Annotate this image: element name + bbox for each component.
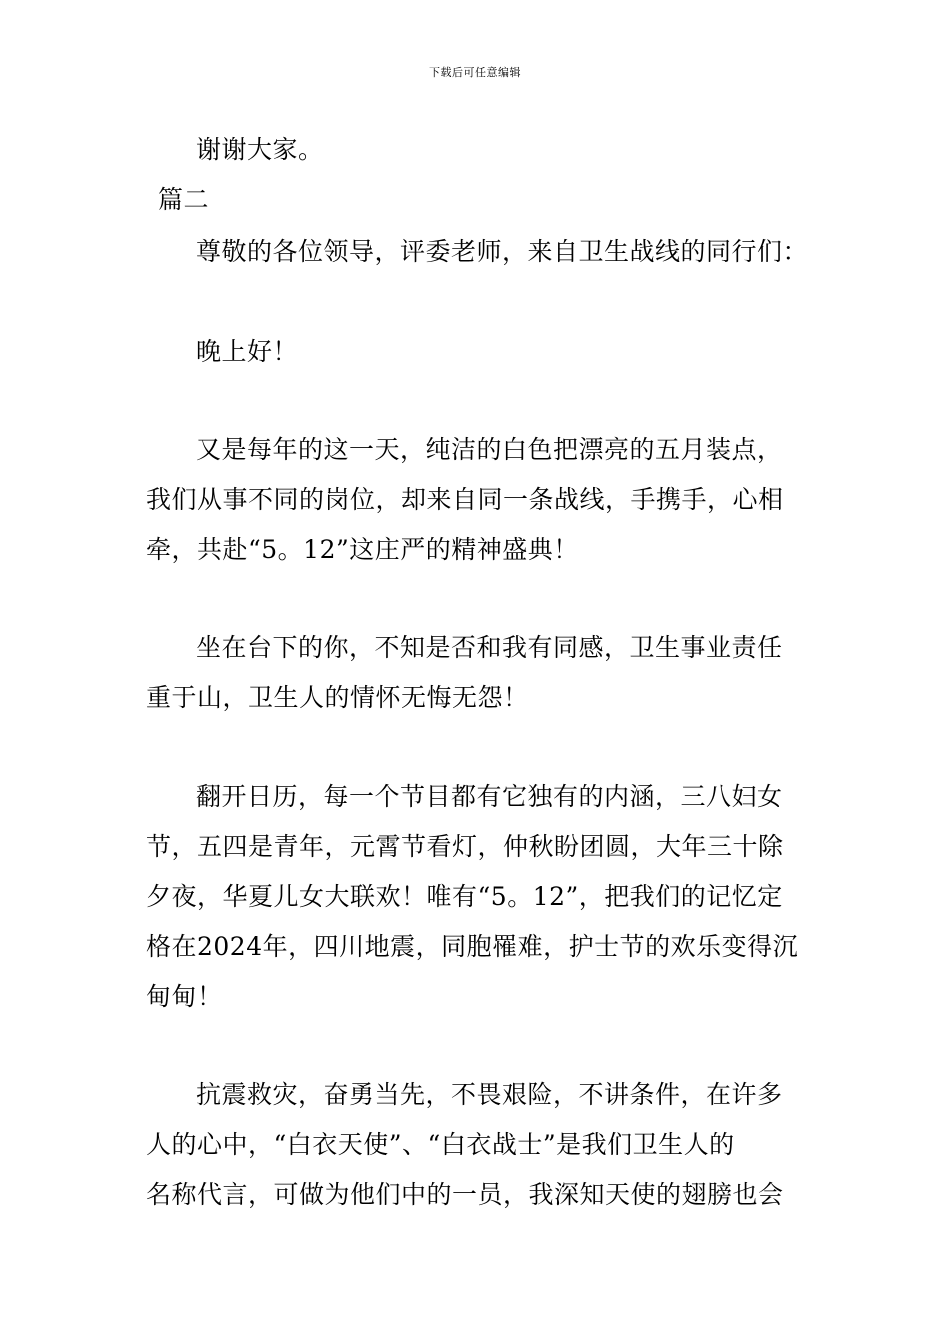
paragraph-line: 抗震救灾，奋勇当先，不畏艰险，不讲条件，在许多 [196, 1080, 783, 1109]
paragraph-line: 我们从事不同的岗位，却来自同一条战线，手携手，心相 [146, 485, 784, 514]
paragraph-line: 重于山，卫生人的情怀无悔无怨！ [146, 683, 529, 712]
page-header: 下载后可任意编辑 [429, 66, 521, 79]
paragraph-line: 牵，共赴“5。12”这庄严的精神盛典！ [146, 535, 579, 564]
paragraph-line: 人的心中，“白衣天使”、“白衣战士”是我们卫生人的 [146, 1130, 735, 1159]
paragraph-line: 又是每年的这一天，纯洁的白色把漂亮的五月装点， [196, 435, 783, 464]
paragraph-line: 节，五四是青年，元霄节看灯，仲秋盼团圆，大年三十除 [146, 832, 784, 861]
paragraph-line: 格在2024年，四川地震，同胞罹难，护士节的欢乐变得沉 [146, 932, 799, 961]
paragraph-line: 夕夜，华夏儿女大联欢！唯有“5。12”，把我们的记忆定 [146, 882, 783, 911]
greeting-line: 晚上好！ [196, 337, 299, 366]
closing-line: 谢谢大家。 [196, 135, 324, 164]
salutation-line: 尊敬的各位领导，评委老师，来自卫生战线的同行们： [196, 237, 809, 266]
paragraph-line: 翻开日历，每一个节目都有它独有的内涵，三八妇女 [196, 782, 783, 811]
paragraph-line: 名称代言，可做为他们中的一员，我深知天使的翅膀也会 [146, 1180, 784, 1209]
paragraph-line: 坐在台下的你，不知是否和我有同感，卫生事业责任 [196, 633, 783, 662]
paragraph-line: 甸甸！ [146, 982, 223, 1011]
section-title: 篇二 [158, 185, 210, 214]
